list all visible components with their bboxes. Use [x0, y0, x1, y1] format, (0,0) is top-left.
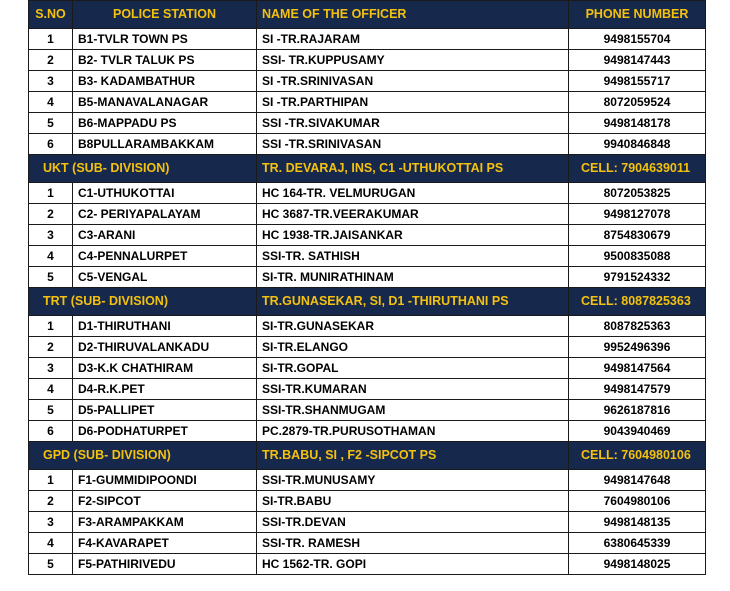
police-station-name: C3-ARANI — [73, 225, 257, 246]
table-row — [29, 337, 706, 358]
serial-number: 3 — [29, 358, 73, 379]
officer-name: SI-TR. MUNIRATHINAM — [257, 267, 569, 288]
police-station-name: F3-ARAMPAKKAM — [73, 512, 257, 533]
subdivision-header-row — [29, 288, 706, 316]
officer-name: SSI-TR. RAMESH — [257, 533, 569, 554]
police-station-name: F1-GUMMIDIPOONDI — [73, 470, 257, 491]
phone-number: 9498155717 — [569, 71, 706, 92]
police-station-name: C5-VENGAL — [73, 267, 257, 288]
subdivision-header-row — [29, 155, 706, 183]
officer-name: SSI-TR.DEVAN — [257, 512, 569, 533]
phone-number: 6380645339 — [569, 533, 706, 554]
table-row — [29, 267, 706, 288]
header-police-station: POLICE STATION — [73, 1, 257, 29]
police-station-name: B6-MAPPADU PS — [73, 113, 257, 134]
officer-name: SSI -TR.SIVAKUMAR — [257, 113, 569, 134]
officer-name: PC.2879-TR.PURUSOTHAMAN — [257, 421, 569, 442]
subdivision-officer: TR.GUNASEKAR, SI, D1 -THIRUTHANI PS — [257, 288, 569, 316]
police-station-name: D3-K.K CHATHIRAM — [73, 358, 257, 379]
officer-name: SI-TR.GUNASEKAR — [257, 316, 569, 337]
table-row — [29, 379, 706, 400]
phone-number: 8754830679 — [569, 225, 706, 246]
serial-number: 2 — [29, 491, 73, 512]
officer-name: HC 1938-TR.JAISANKAR — [257, 225, 569, 246]
serial-number: 4 — [29, 379, 73, 400]
police-station-name: B5-MANAVALANAGAR — [73, 92, 257, 113]
table-row — [29, 29, 706, 50]
subdivision-name: GPD (SUB- DIVISION) — [29, 442, 257, 470]
phone-number: 9791524332 — [569, 267, 706, 288]
table-row — [29, 92, 706, 113]
phone-number: 7604980106 — [569, 491, 706, 512]
subdivision-officer: TR.BABU, SI , F2 -SIPCOT PS — [257, 442, 569, 470]
police-station-name: C1-UTHUKOTTAI — [73, 183, 257, 204]
table-row — [29, 533, 706, 554]
subdivision-name: TRT (SUB- DIVISION) — [29, 288, 257, 316]
police-station-name: F4-KAVARAPET — [73, 533, 257, 554]
officer-name: HC 3687-TR.VEERAKUMAR — [257, 204, 569, 225]
police-station-name: D6-PODHATURPET — [73, 421, 257, 442]
subdivision-header-row — [29, 442, 706, 470]
phone-number: 8087825363 — [569, 316, 706, 337]
police-station-name: D1-THIRUTHANI — [73, 316, 257, 337]
serial-number: 6 — [29, 421, 73, 442]
table-row — [29, 316, 706, 337]
subdivision-name: UKT (SUB- DIVISION) — [29, 155, 257, 183]
phone-number: 9498148135 — [569, 512, 706, 533]
phone-number: 9043940469 — [569, 421, 706, 442]
officer-name: HC 1562-TR. GOPI — [257, 554, 569, 575]
table-row — [29, 554, 706, 575]
serial-number: 6 — [29, 134, 73, 155]
serial-number: 3 — [29, 71, 73, 92]
police-station-name: B3- KADAMBATHUR — [73, 71, 257, 92]
serial-number: 5 — [29, 113, 73, 134]
officer-name: SI -TR.RAJARAM — [257, 29, 569, 50]
table-row — [29, 113, 706, 134]
table-row — [29, 421, 706, 442]
table-row — [29, 134, 706, 155]
officer-name: SI -TR.SRINIVASAN — [257, 71, 569, 92]
police-station-name: C2- PERIYAPALAYAM — [73, 204, 257, 225]
officer-name: SI-TR.GOPAL — [257, 358, 569, 379]
phone-number: 9498155704 — [569, 29, 706, 50]
phone-number: 8072053825 — [569, 183, 706, 204]
serial-number: 3 — [29, 225, 73, 246]
police-station-name: F5-PATHIRIVEDU — [73, 554, 257, 575]
police-station-name: B2- TVLR TALUK PS — [73, 50, 257, 71]
officer-name: SI-TR.ELANGO — [257, 337, 569, 358]
table-row — [29, 71, 706, 92]
subdivision-officer: TR. DEVARAJ, INS, C1 -UTHUKOTTAI PS — [257, 155, 569, 183]
serial-number: 4 — [29, 92, 73, 113]
subdivision-cell: CELL: 7604980106 — [569, 442, 706, 470]
table-row — [29, 246, 706, 267]
phone-number: 8072059524 — [569, 92, 706, 113]
serial-number: 5 — [29, 267, 73, 288]
officer-name: SSI-TR.SHANMUGAM — [257, 400, 569, 421]
serial-number: 1 — [29, 183, 73, 204]
serial-number: 1 — [29, 316, 73, 337]
police-station-name: D4-R.K.PET — [73, 379, 257, 400]
table-row — [29, 400, 706, 421]
table-row — [29, 470, 706, 491]
table-body — [29, 1, 706, 575]
table-row — [29, 358, 706, 379]
serial-number: 2 — [29, 204, 73, 225]
serial-number: 4 — [29, 533, 73, 554]
table-row — [29, 204, 706, 225]
serial-number: 2 — [29, 50, 73, 71]
officer-name: SI-TR.BABU — [257, 491, 569, 512]
table-header-row — [29, 1, 706, 29]
phone-number: 9498147443 — [569, 50, 706, 71]
serial-number: 5 — [29, 400, 73, 421]
table-row — [29, 491, 706, 512]
police-contact-table — [28, 0, 706, 575]
phone-number: 9498147648 — [569, 470, 706, 491]
subdivision-cell: CELL: 7904639011 — [569, 155, 706, 183]
officer-name: SSI-TR. SATHISH — [257, 246, 569, 267]
table-row — [29, 50, 706, 71]
phone-number: 9952496396 — [569, 337, 706, 358]
serial-number: 5 — [29, 554, 73, 575]
header-sno: S.NO — [29, 1, 73, 29]
officer-name: SSI-TR.MUNUSAMY — [257, 470, 569, 491]
phone-number: 9940846848 — [569, 134, 706, 155]
officer-name: HC 164-TR. VELMURUGAN — [257, 183, 569, 204]
table-row — [29, 225, 706, 246]
serial-number: 1 — [29, 29, 73, 50]
header-phone-number: PHONE NUMBER — [569, 1, 706, 29]
police-station-name: B1-TVLR TOWN PS — [73, 29, 257, 50]
serial-number: 1 — [29, 470, 73, 491]
table-row — [29, 183, 706, 204]
police-station-name: D2-THIRUVALANKADU — [73, 337, 257, 358]
phone-number: 9500835088 — [569, 246, 706, 267]
phone-number: 9498148025 — [569, 554, 706, 575]
phone-number: 9498127078 — [569, 204, 706, 225]
officer-name: SSI- TR.KUPPUSAMY — [257, 50, 569, 71]
police-station-name: D5-PALLIPET — [73, 400, 257, 421]
header-officer-name: NAME OF THE OFFICER — [257, 1, 569, 29]
serial-number: 4 — [29, 246, 73, 267]
officer-name: SI -TR.PARTHIPAN — [257, 92, 569, 113]
police-station-name: B8PULLARAMBAKKAM — [73, 134, 257, 155]
phone-number: 9498148178 — [569, 113, 706, 134]
phone-number: 9498147564 — [569, 358, 706, 379]
police-station-name: F2-SIPCOT — [73, 491, 257, 512]
officer-name: SSI-TR.KUMARAN — [257, 379, 569, 400]
serial-number: 2 — [29, 337, 73, 358]
serial-number: 3 — [29, 512, 73, 533]
police-station-name: C4-PENNALURPET — [73, 246, 257, 267]
phone-number: 9626187816 — [569, 400, 706, 421]
officer-name: SSI -TR.SRINIVASAN — [257, 134, 569, 155]
phone-number: 9498147579 — [569, 379, 706, 400]
table-row — [29, 512, 706, 533]
subdivision-cell: CELL: 8087825363 — [569, 288, 706, 316]
